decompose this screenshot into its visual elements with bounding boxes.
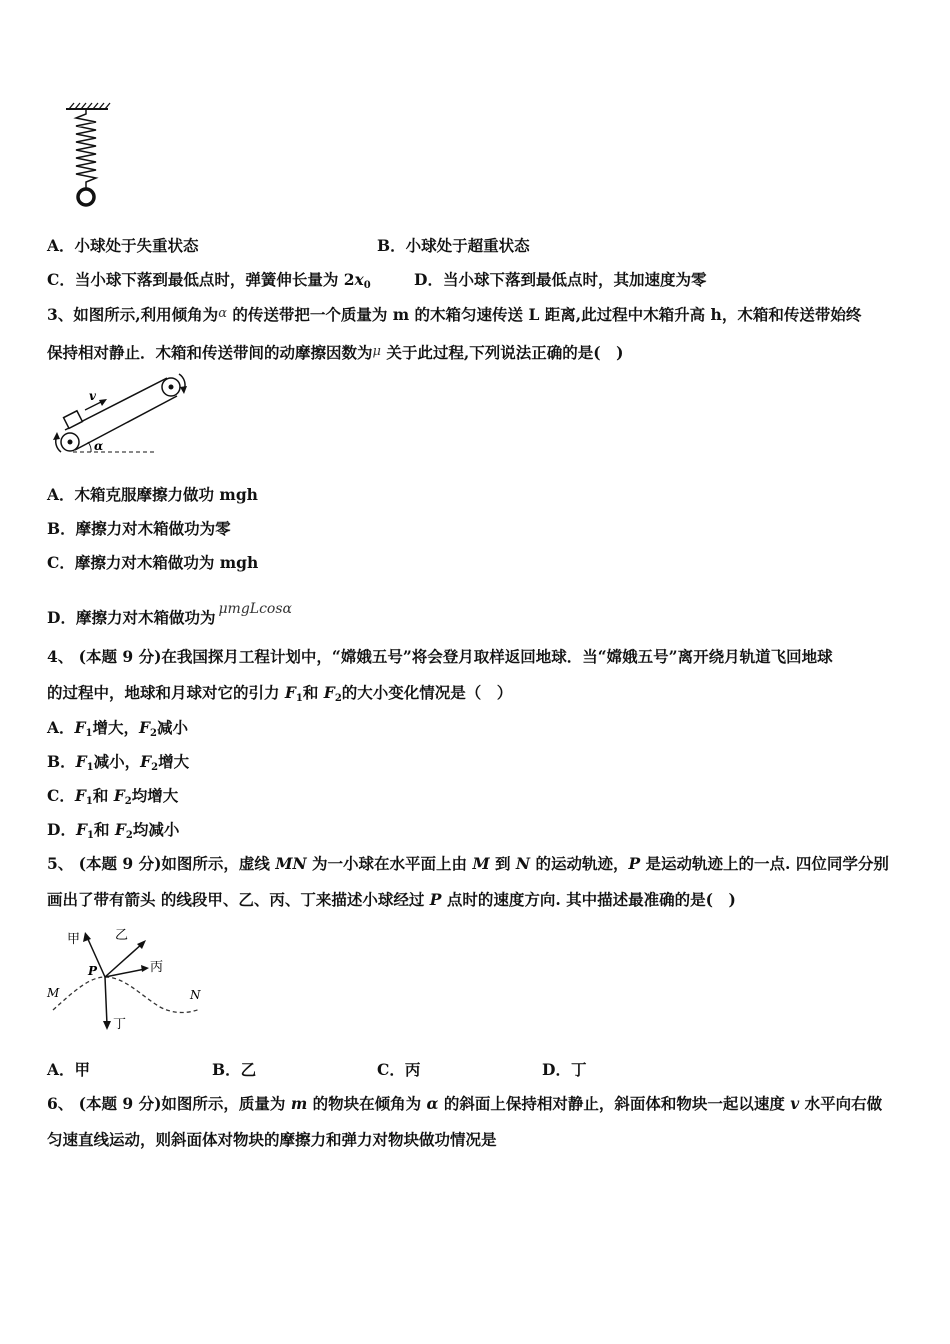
- q4-option-a: [47, 718, 188, 744]
- q4-f-sub2: 2: [151, 762, 159, 773]
- q4-stem-line2: [47, 683, 512, 709]
- q5-stem-text: 为一小球在水平面上由: [306, 854, 473, 873]
- q4-f-sub1: 1: [86, 762, 94, 773]
- q6-v-symbol: v: [790, 1094, 800, 1113]
- q4-f-symbol: F: [139, 718, 151, 737]
- q6-alpha-symbol: α: [426, 1094, 439, 1113]
- q4-f-symbol: F: [140, 752, 152, 771]
- q4-f-symbol: F: [114, 820, 126, 839]
- q3-option-d: [47, 599, 292, 628]
- q4-option-b: [47, 752, 189, 778]
- conveyor-velocity-label: v: [89, 389, 96, 403]
- q4-option-text: 减小: [157, 718, 189, 737]
- q3-option-b: B．摩擦力对木箱做功为零: [47, 519, 231, 538]
- q5-option-b: B．乙: [212, 1060, 257, 1079]
- q4-stem-text-a: 的过程中，地球和月球对它的引力: [47, 683, 285, 702]
- q4-f-symbol: F: [74, 786, 86, 805]
- q6-m-symbol: m: [290, 1094, 308, 1113]
- q2-option-a: A．小球处于失重状态: [47, 236, 199, 255]
- q4-f-symbol: F: [75, 752, 87, 771]
- arrow-label-yi: 乙: [115, 927, 129, 942]
- point-label-n: N: [190, 988, 201, 1002]
- q5-stem-text: 到: [489, 854, 516, 873]
- q3-option-a: A．木箱克服摩擦力做功 mgh: [47, 485, 258, 504]
- q2-option-c: [47, 270, 371, 296]
- q3-option-d-formula: μmgLcosα: [218, 601, 292, 617]
- q4-f-sub2: 2: [150, 728, 158, 739]
- conveyor-belt-figure: [45, 370, 195, 460]
- point-label-m: M: [47, 986, 60, 1000]
- q4-f-symbol: F: [75, 820, 87, 839]
- q3-stem-text-a: 3、如图所示,利用倾角为: [47, 305, 219, 324]
- arrow-label-bing: 丙: [150, 959, 164, 974]
- q4-option-text: 均减小: [132, 820, 180, 839]
- q4-option-text: 和: [92, 786, 114, 805]
- q5-stem-text: 的运动轨迹，: [530, 854, 629, 873]
- q3-mu-symbol: μ: [372, 344, 381, 359]
- q6-stem-line2: 匀速直线运动，则斜面体对物块的摩擦力和弹力对物块做功情况是: [47, 1130, 497, 1149]
- q2-option-c-var: x: [354, 270, 364, 289]
- q6-stem-text: 的斜面上保持相对静止，斜面体和物块一起以速度: [438, 1094, 791, 1113]
- q6-stem-text: 水平向右做: [799, 1094, 883, 1113]
- q4-option-label: B．: [47, 752, 76, 771]
- q3-stem-line2: [47, 342, 623, 363]
- q3-stem-text-d: 关于此过程,下列说法正确的是( ): [380, 343, 624, 362]
- q4-f-symbol: F: [113, 786, 125, 805]
- point-label-p: P: [88, 964, 98, 978]
- q4-stem-text-b: 和: [302, 683, 324, 702]
- q6-stem-text: 的物块在倾角为: [307, 1094, 427, 1113]
- q5-m-symbol: M: [472, 854, 490, 873]
- arrow-label-ding: 丁: [113, 1016, 127, 1031]
- q6-stem-text: 6、 (本题 9 分)如图所示，质量为: [47, 1094, 291, 1113]
- q5-option-c: C．丙: [377, 1060, 421, 1079]
- q4-f-sub2: 2: [334, 693, 342, 704]
- q4-option-label: C．: [47, 786, 75, 805]
- q4-f-sub1: 1: [85, 728, 93, 739]
- q5-option-a: A．甲: [47, 1060, 91, 1079]
- q2-option-b: B．小球处于超重状态: [377, 236, 530, 255]
- q4-f-sub1: 1: [85, 796, 93, 807]
- q4-option-text: 和: [93, 820, 115, 839]
- q4-option-label: D．: [47, 820, 76, 839]
- q5-n-symbol: N: [515, 854, 531, 873]
- q4-option-text: 减小，: [93, 752, 141, 771]
- q3-stem-text-b: 的传送带把一个质量为 m 的木箱匀速传送 L 距离,此过程中木箱升高 h，木箱和传送带始终: [226, 305, 862, 324]
- q2-option-c-text: C．当小球下落到最低点时，弹簧伸长量为 2: [47, 270, 355, 289]
- q5-option-d: D．丁: [542, 1060, 587, 1079]
- q4-option-text: 均增大: [131, 786, 179, 805]
- spring-ball-figure: [60, 100, 120, 215]
- q5-p-symbol: P: [429, 890, 442, 909]
- q3-option-d-text: D．摩擦力对木箱做功为: [47, 608, 216, 627]
- conveyor-angle-label: α: [94, 439, 104, 453]
- q5-mn-symbol: MN: [275, 854, 307, 873]
- q5-stem-line2: [47, 890, 736, 910]
- q4-f-symbol: F: [74, 718, 86, 737]
- q4-option-text: 增大: [158, 752, 190, 771]
- q4-f-symbol: F: [323, 683, 335, 702]
- q4-option-label: A．: [47, 718, 75, 737]
- trajectory-figure: [45, 925, 215, 1035]
- q4-stem-text-c: 的大小变化情况是（ ）: [341, 683, 513, 702]
- arrow-label-jia: 甲: [67, 931, 81, 946]
- q3-option-c: C．摩擦力对木箱做功为 mgh: [47, 553, 259, 572]
- q5-stem-text: 是运动轨迹上的一点. 四位同学分别: [640, 854, 889, 873]
- q4-f-sub1: 1: [295, 693, 303, 704]
- q4-f-sub2: 2: [125, 830, 133, 841]
- q5-stem-text: 画出了带有箭头 的线段甲、乙、丙、丁来描述小球经过: [47, 890, 430, 909]
- q5-stem-text: 点时的速度方向. 其中描述最准确的是( ): [441, 890, 736, 909]
- q2-option-d: D．当小球下落到最低点时，其加速度为零: [414, 270, 707, 289]
- q5-stem-line1: [47, 854, 889, 874]
- q5-stem-text: 5、 (本题 9 分)如图所示，虚线: [47, 854, 276, 873]
- q4-option-d: [47, 820, 179, 846]
- q4-f-sub1: 1: [86, 830, 94, 841]
- q2-option-c-sub: 0: [363, 280, 371, 291]
- q4-f-sub2: 2: [124, 796, 132, 807]
- q4-stem-line1: 4、 (本题 9 分)在我国探月工程计划中，“嫦娥五号”将会登月取样返回地球．当“嫦娥五号”离开绕月轨道飞回地球: [47, 647, 833, 666]
- q3-alpha-symbol: α: [218, 306, 227, 321]
- q4-f-symbol: F: [284, 683, 296, 702]
- q5-p-symbol: P: [628, 854, 641, 873]
- q4-option-text: 增大，: [92, 718, 140, 737]
- q6-stem-line1: [47, 1094, 882, 1114]
- q3-stem-line1: [47, 304, 861, 325]
- q4-option-c: [47, 786, 178, 812]
- q3-stem-text-c: 保持相对静止．木箱和传送带间的动摩擦因数为: [47, 343, 373, 362]
